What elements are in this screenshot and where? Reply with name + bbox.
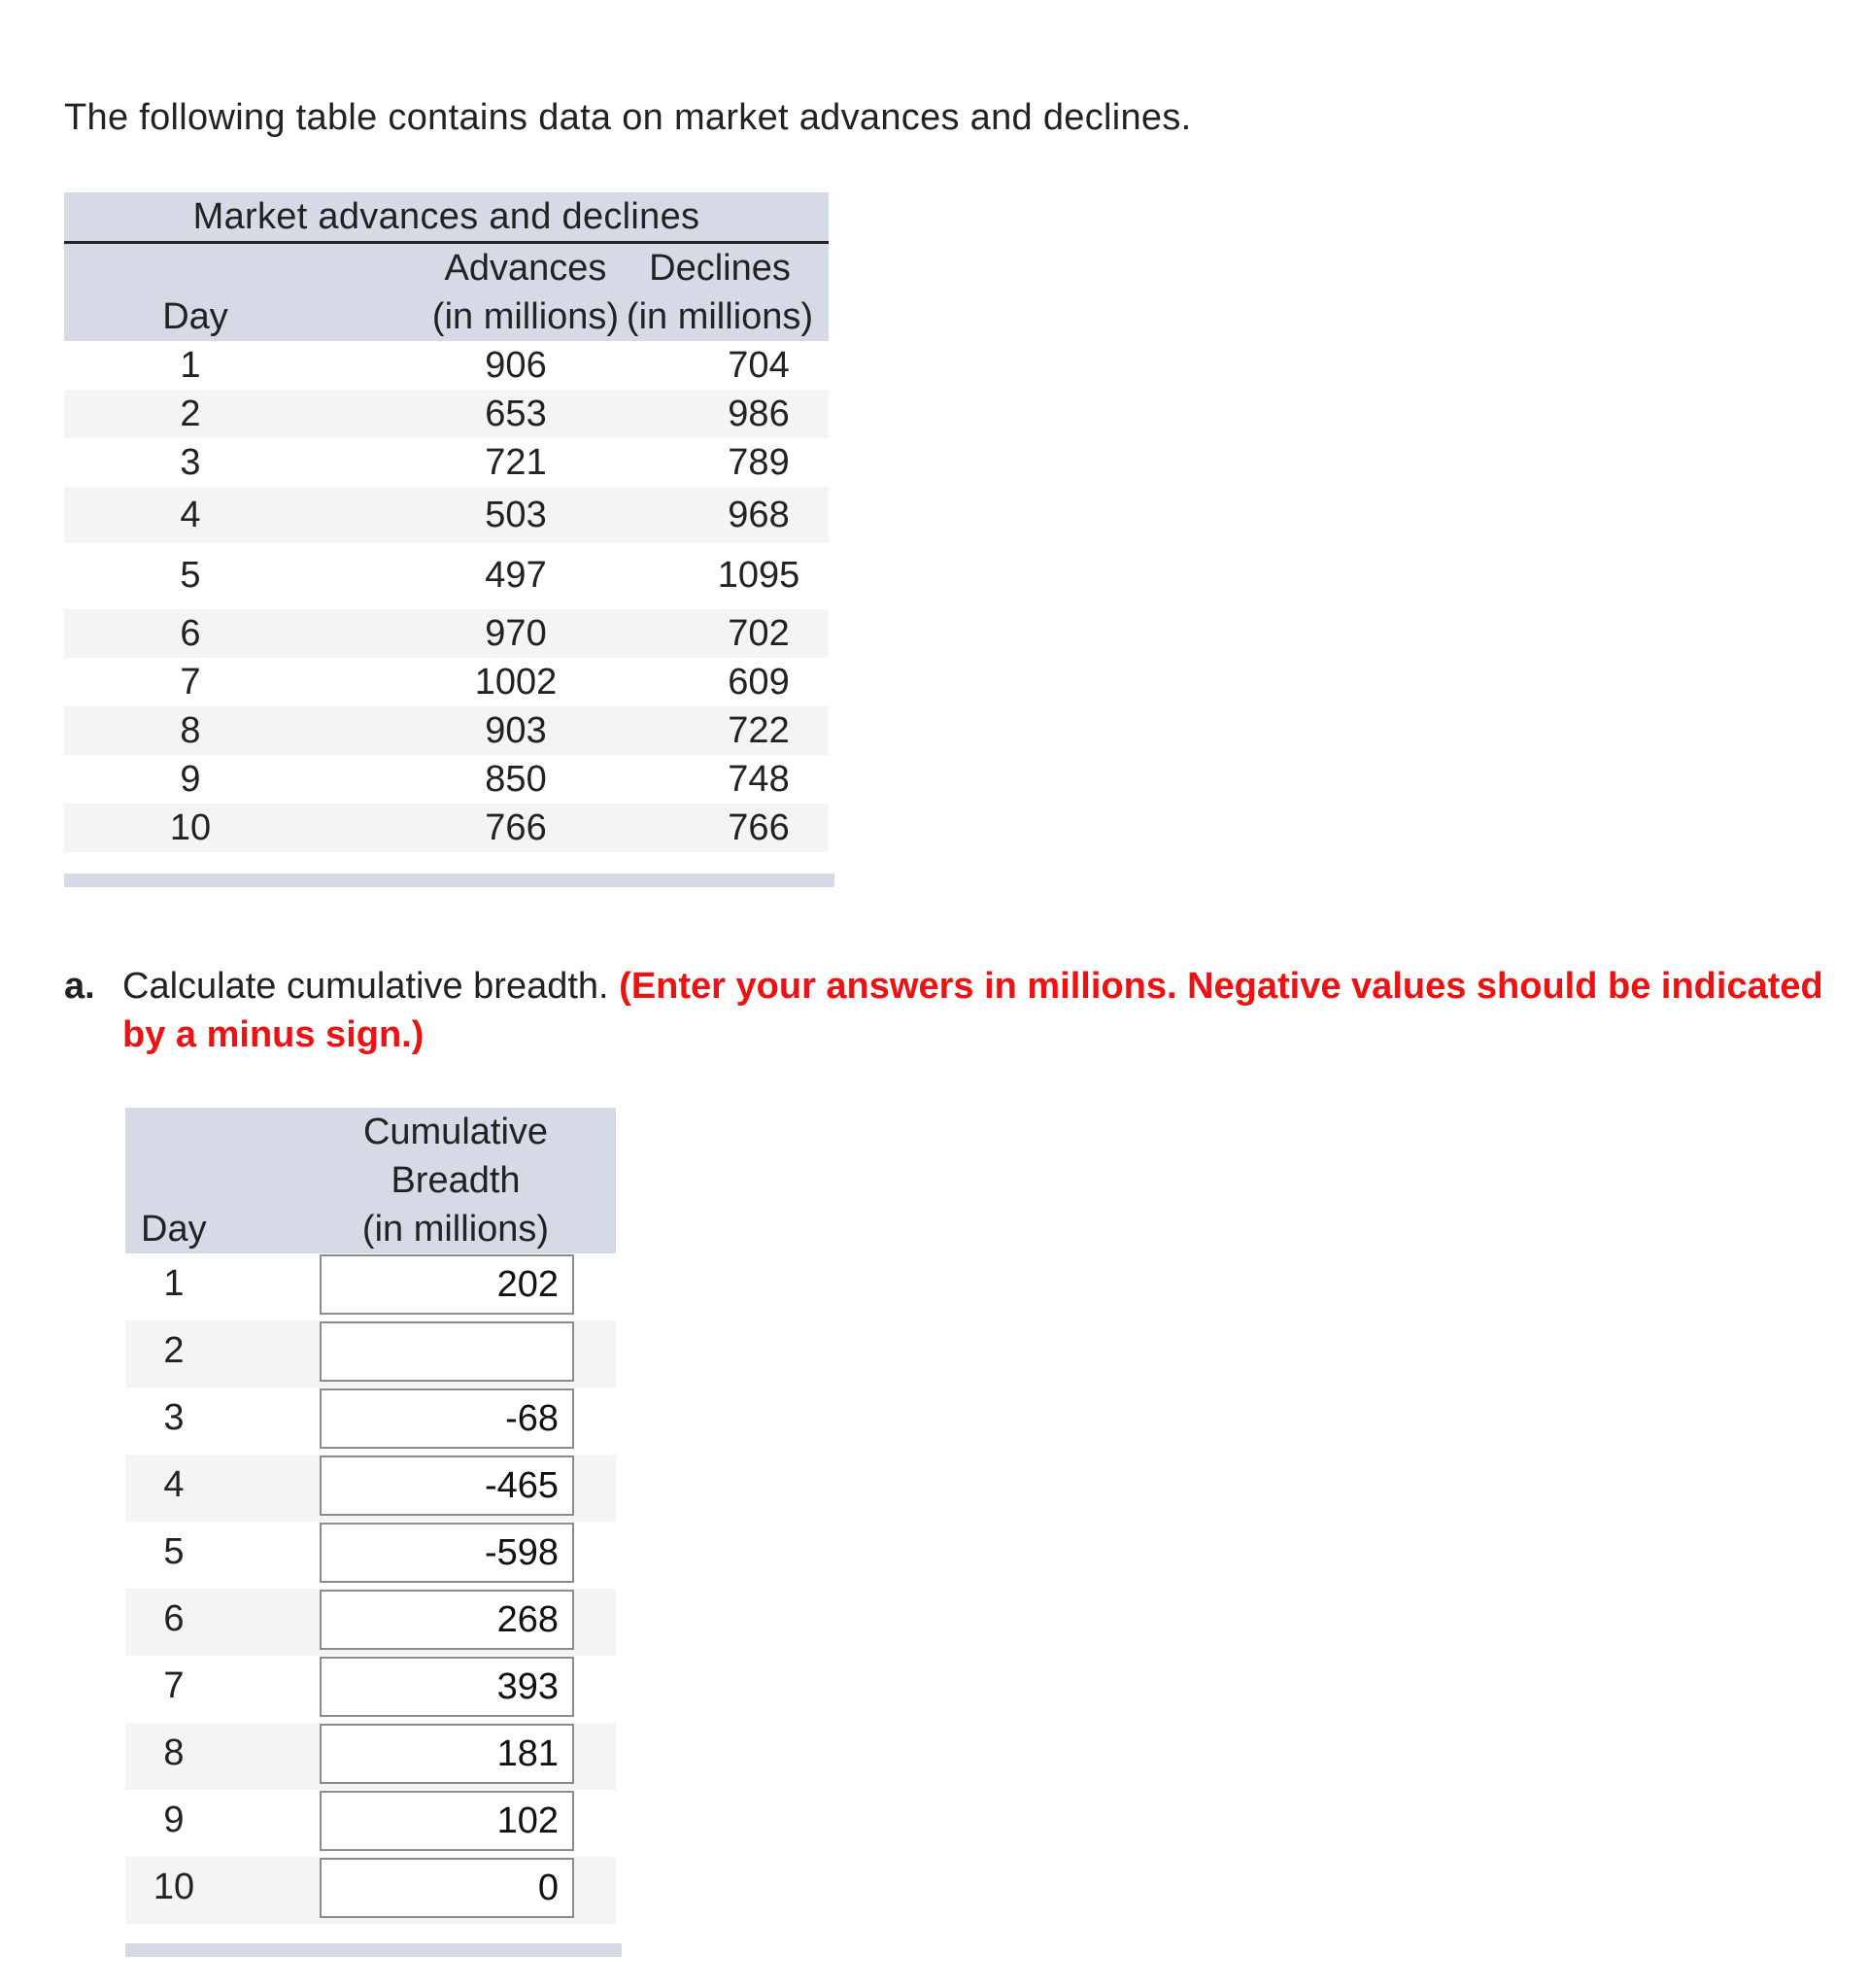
answer-row-day: 7 [163, 1665, 185, 1706]
cumulative-breadth-input-day-6[interactable] [320, 1590, 574, 1650]
header-advances-line1: Advances [444, 248, 607, 289]
table-row [125, 1656, 616, 1723]
row-declines: 704 [728, 345, 790, 386]
row-declines: 766 [728, 807, 790, 848]
cumulative-breadth-input-day-4[interactable] [320, 1456, 574, 1516]
row-day: 5 [180, 555, 201, 596]
market-table-caption: Market advances and declines [64, 192, 829, 244]
answer-header-line2: Breadth [391, 1160, 521, 1201]
intro-text: The following table contains data on market advances and declines. [64, 97, 1192, 138]
row-advances: 850 [485, 759, 547, 800]
row-declines: 702 [728, 613, 790, 654]
row-day: 10 [169, 807, 212, 848]
cumulative-breadth-input-day-5[interactable] [320, 1523, 574, 1583]
row-day: 3 [180, 442, 201, 483]
cumulative-breadth-input-day-10[interactable] [320, 1858, 574, 1918]
question-label: a. [64, 966, 95, 1007]
row-advances: 653 [485, 394, 547, 434]
cumulative-breadth-input-day-2[interactable] [320, 1321, 574, 1382]
row-day: 9 [180, 759, 201, 800]
cumulative-breadth-input-day-3[interactable] [320, 1388, 574, 1449]
table-row [125, 1723, 616, 1790]
table-row [64, 438, 829, 487]
row-advances: 721 [485, 442, 547, 483]
question-body [122, 962, 1861, 1059]
table-row [125, 1455, 616, 1522]
question-instruction: (Enter your answers in millions. Negative values should be indicated by a minus sign.) [122, 966, 1823, 1055]
table-row [64, 706, 829, 755]
table-row [125, 1522, 616, 1589]
header-advances-line2: (in millions) [431, 296, 620, 337]
answer-table [125, 1108, 616, 1957]
row-advances: 503 [485, 495, 547, 535]
table-row [125, 1857, 616, 1924]
row-declines: 748 [728, 759, 790, 800]
row-advances: 906 [485, 345, 547, 386]
row-declines: 722 [728, 710, 790, 751]
table-row [64, 804, 829, 852]
row-advances: 497 [485, 555, 547, 596]
row-declines: 789 [728, 442, 790, 483]
table-row [64, 341, 829, 390]
answer-header-cumulative-breadth [300, 1108, 611, 1253]
answer-table-header [125, 1108, 616, 1253]
row-declines: 968 [728, 495, 790, 535]
table-row [64, 658, 829, 706]
answer-row-day: 2 [163, 1330, 185, 1371]
answer-row-day: 1 [163, 1263, 185, 1304]
row-day: 8 [180, 710, 201, 751]
cumulative-breadth-input-day-1[interactable] [320, 1254, 574, 1315]
answer-row-day: 8 [163, 1732, 185, 1773]
answer-table-body [125, 1253, 616, 1924]
market-table-header [64, 244, 829, 341]
answer-row-day: 9 [163, 1799, 185, 1840]
market-table-body [64, 341, 829, 852]
row-day: 7 [180, 662, 201, 703]
cumulative-breadth-input-day-9[interactable] [320, 1791, 574, 1851]
answer-header-day: Day [141, 1209, 207, 1250]
table-row [125, 1320, 616, 1388]
row-advances: 1002 [474, 662, 558, 703]
header-declines-line1: Declines [649, 248, 791, 289]
cumulative-breadth-input-day-8[interactable] [320, 1724, 574, 1784]
answer-header-line3: (in millions) [361, 1209, 550, 1250]
table-row [64, 609, 829, 658]
row-declines: 1095 [717, 555, 800, 596]
answer-table-footer-bar [125, 1943, 622, 1957]
answer-header-line1: Cumulative [362, 1112, 549, 1152]
answer-row-day: 10 [153, 1867, 195, 1907]
answer-row-day: 5 [163, 1531, 185, 1572]
table-row [64, 390, 829, 438]
header-day: Day [162, 296, 228, 337]
answer-row-day: 4 [163, 1464, 185, 1505]
header-declines-line2: (in millions) [626, 296, 814, 337]
question-text: Calculate cumulative breadth. [122, 966, 609, 1007]
row-day: 1 [180, 345, 201, 386]
market-table-footer-bar [64, 874, 834, 887]
table-row [64, 755, 829, 804]
row-day: 2 [180, 394, 201, 434]
table-row [125, 1790, 616, 1857]
cumulative-breadth-input-day-7[interactable] [320, 1657, 574, 1717]
answer-row-day: 3 [163, 1397, 185, 1438]
table-row [125, 1589, 616, 1656]
table-row [64, 487, 829, 543]
row-declines: 609 [728, 662, 790, 703]
market-table [64, 192, 829, 887]
answer-row-day: 6 [163, 1598, 185, 1639]
table-row [64, 543, 829, 609]
row-day: 4 [180, 495, 201, 535]
header-declines [608, 244, 832, 341]
row-day: 6 [180, 613, 201, 654]
row-declines: 986 [728, 394, 790, 434]
row-advances: 903 [485, 710, 547, 751]
table-row [125, 1388, 616, 1455]
row-advances: 766 [485, 807, 547, 848]
row-advances: 970 [485, 613, 547, 654]
table-row [125, 1253, 616, 1320]
